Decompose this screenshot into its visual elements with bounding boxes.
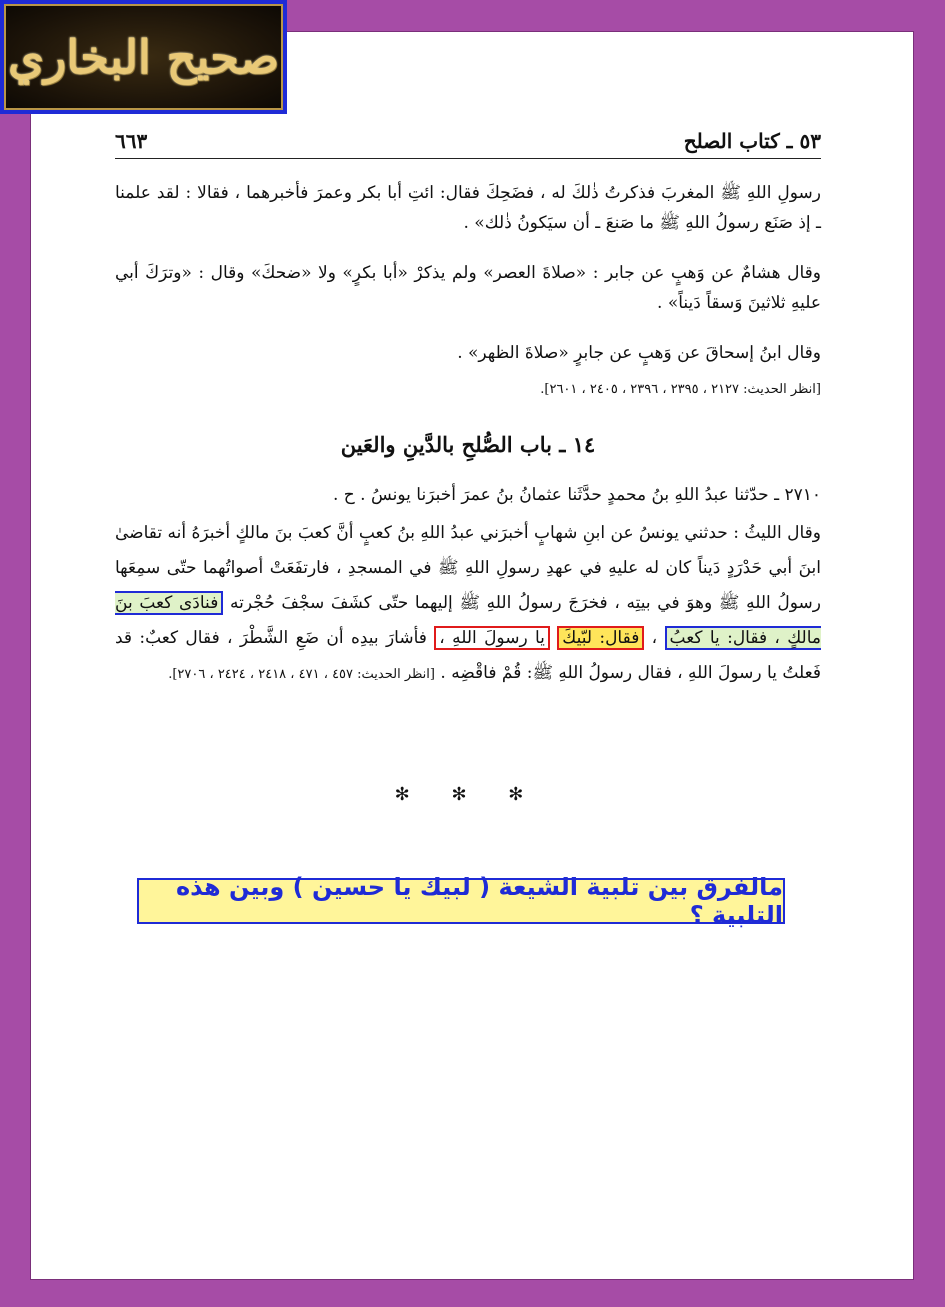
paragraph-3: وقال ابنُ إسحاقَ عن وَهبٍ عن جابرٍ «صلاةَ الظهر» .: [457, 343, 821, 363]
page-number: ٦٦٣: [115, 129, 148, 153]
highlight-yellow: فقال: لبّيكَ: [557, 626, 644, 650]
logo-plaque: [4, 4, 283, 110]
logo-box: [0, 0, 287, 114]
question-text: مالفرق بين تلبية الشيعة ( لبيك يا حسين ) وبين هذه التلبية ؟: [175, 873, 783, 929]
logo-text: صحيح البخاري: [8, 30, 279, 84]
header-rule: [115, 158, 821, 159]
question-box: [137, 873, 785, 929]
hadith-number-line: ٢٧١٠ ـ حدّثنا عبدُ اللهِ بنُ محمدٍ حدَّثَنا عثمانُ بنُ عمرَ أخبرَنا يونسُ . ح .: [332, 485, 821, 505]
separator-stars: ✻ ✻ ✻: [394, 784, 542, 805]
page-header: [115, 126, 821, 156]
highlight-red: يا رسولَ اللهِ ،: [434, 626, 550, 650]
chapter-title: ٥٣ ـ كتاب الصلح: [683, 129, 821, 153]
highlight-blue: فنادَى كعبَ بنَ مالكٍ ، فقال: يا كعبُ: [115, 593, 822, 648]
chapter-heading: ١٤ ـ باب الصُّلحِ بالدَّينِ والعَين: [340, 432, 596, 457]
hadith-text-start: وقال الليثُ : حدثني يونسُ عن ابنِ شهابٍ أخبرَني عبدُ اللهِ بنُ كعبٍ أنَّ كعبَ بنَ مالكٍ أخبرَهُ أنه تقاضىٰ ابنَ أبي حَدْرَدٍ دَيناً كان له عليهِ في عهدِ رسولِ اللهِ ﷺ في المسجدِ ، فارتفَعَتْ أصواتُهما حتّى سمِعَها رسولُ اللهِ ﷺ وهوَ في بيتِه ، فخرَجَ رسولُ اللهِ ﷺ إليهما حتّى كشَفَ سجْفَ حُجْرته: [115, 523, 822, 613]
hadith-text: وقال الليثُ : حدثني يونسُ عن ابنِ شهابٍ أخبرَني عبدُ اللهِ بنُ كعبٍ أنَّ كعبَ بنَ مالكٍ أخبرَهُ أنه تقاضىٰ ابنَ أبي حَدْرَدٍ دَيناً كان له عليهِ في عهدِ رسولِ اللهِ ﷺ في المسجدِ ، فارتفَعَتْ أصواتُهما حتّى سمِعَها رسولُ اللهِ ﷺ وهوَ في بيتِه ، فخرَجَ رسولُ اللهِ ﷺ إليهما حتّى كشَفَ سجْفَ حُجْرته فنادَى كعبَ بنَ مالكٍ ، فقال: يا كعبُ ، فقال: لبّيكَ يا رسولَ اللهِ ، فأشارَ بيدِه أن ضَعِ الشَّطْرَ ، فقال كعبٌ: قد فَعلتُ يا رسولَ اللهِ ، فقال رسولُ اللهِ ﷺ: قُمْ فاقْضِه . [انظر الحديث: ٤٥٧ ، ٤٧١ ، ٢٤١٨ ، ٢٤٢٤ ، ٢٧٠٦].: [115, 523, 822, 683]
hadith-reference-2: [انظر الحديث: ٤٥٧ ، ٤٧١ ، ٢٤١٨ ، ٢٤٢٤ ، ٢٧٠٦].: [168, 667, 435, 682]
hadith-text-end: فأشارَ بيدِه أن ضَعِ الشَّطْرَ ، فقال كعبٌ: قد فَعلتُ يا رسولَ اللهِ ، فقال رسولُ اللهِ ﷺ: قُمْ فاقْضِه .: [115, 628, 821, 683]
paragraph-2: وقال هشامٌ عن وَهبٍ عن جابر : «صلاةَ العصر» ولم يذكرْ «أبا بكرٍ» ولا «ضحكَ» وقال : «وترَكَ أبي عليهِ ثلاثينَ وَسقاً دَيناً» .: [115, 263, 821, 313]
paragraph-1: رسولِ اللهِ ﷺ المغربَ فذكرتُ ذٰلكَ له ، فضَحِكَ فقال: ائتِ أبا بكر وعمرَ فأخبرهما ، فقالا : لقد علمنا ـ إذ صَنَع رسولُ اللهِ ﷺ ما صَنعَ ـ أن سيَكونُ ذٰلك» .: [115, 183, 821, 233]
hadith-reference-1: [انظر الحديث: ٢١٢٧ ، ٢٣٩٥ ، ٢٣٩٦ ، ٢٤٠٥ ، ٢٦٠١].: [540, 382, 821, 397]
